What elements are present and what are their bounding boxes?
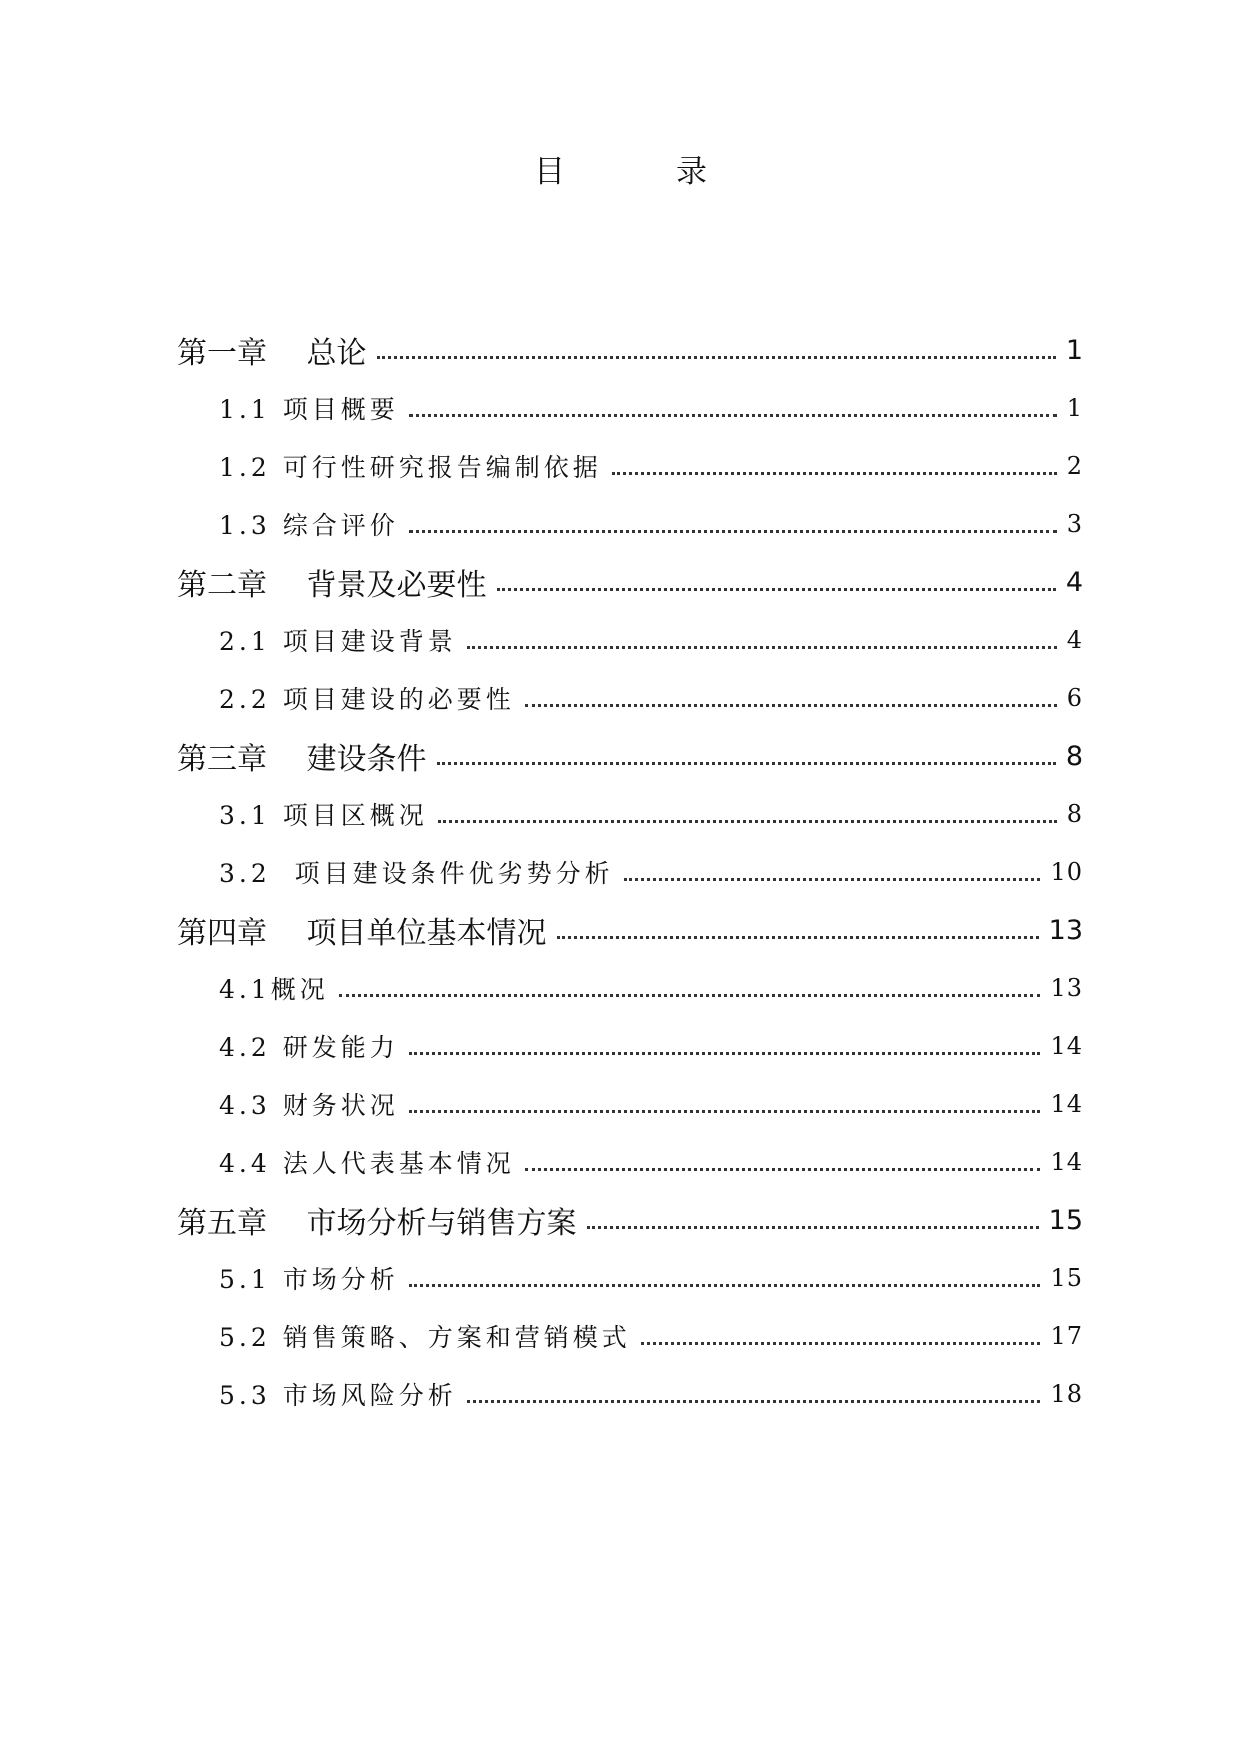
dot-leader (377, 356, 1056, 359)
toc-entry-page: 10 (1050, 858, 1083, 886)
toc-entry-label: 第一章 总论 (177, 336, 367, 371)
toc-entry-page: 14 (1050, 1032, 1083, 1060)
toc-entry-label: 3.2 项目建设条件优劣势分析 (219, 859, 614, 888)
toc-entry-label: 4.2 研发能力 (219, 1033, 399, 1062)
dot-leader (641, 1342, 1041, 1345)
toc-section-5-2[interactable] (177, 1314, 1083, 1358)
toc-section-3-2[interactable] (177, 850, 1083, 894)
toc-entry-label: 5.1 市场分析 (219, 1265, 399, 1294)
toc-section-2-1[interactable] (177, 618, 1083, 662)
toc-section-4-3[interactable] (177, 1082, 1083, 1126)
toc-entry-page: 18 (1050, 1380, 1083, 1408)
toc-section-1-3[interactable] (177, 502, 1083, 546)
toc-entry-label: 4.1概况 (219, 975, 329, 1004)
dot-leader (612, 472, 1057, 475)
dot-leader (497, 588, 1056, 591)
toc-entry-label: 1.2 可行性研究报告编制依据 (219, 453, 602, 482)
toc-entry-page: 4 (1066, 626, 1083, 654)
toc-entry-page: 14 (1050, 1148, 1083, 1176)
toc-section-2-2[interactable] (177, 676, 1083, 720)
toc-entry-page: 8 (1066, 800, 1083, 828)
toc-entry-label: 5.3 市场风险分析 (219, 1381, 457, 1410)
toc-entry-page: 1 (1065, 334, 1083, 366)
dot-leader (467, 646, 1057, 649)
toc-section-1-2[interactable] (177, 444, 1083, 488)
dot-leader (409, 1284, 1041, 1287)
toc-section-5-3[interactable] (177, 1372, 1083, 1416)
dot-leader (587, 1226, 1039, 1229)
toc-section-4-2[interactable] (177, 1024, 1083, 1068)
dot-leader (409, 1052, 1041, 1055)
toc-section-4-1[interactable] (177, 966, 1083, 1010)
dot-leader (525, 704, 1057, 707)
toc-section-1-1[interactable] (177, 386, 1083, 430)
toc-entry-label: 4.4 法人代表基本情况 (219, 1149, 515, 1178)
toc-entry-label: 第二章 背景及必要性 (177, 568, 487, 603)
dot-leader (557, 936, 1039, 939)
dot-leader (409, 414, 1057, 417)
dot-leader (437, 762, 1056, 765)
toc-entry-label: 5.2 销售策略、方案和营销模式 (219, 1323, 631, 1352)
toc-entry-page: 1 (1066, 394, 1083, 422)
toc-chapter-2[interactable] (177, 560, 1083, 604)
toc-section-5-1[interactable] (177, 1256, 1083, 1300)
dot-leader (525, 1168, 1041, 1171)
toc-entry-label: 4.3 财务状况 (219, 1091, 399, 1120)
toc-entry-page: 6 (1066, 684, 1083, 712)
dot-leader (409, 530, 1057, 533)
toc-entry-label: 1.3 综合评价 (219, 511, 399, 540)
toc-entry-page: 14 (1050, 1090, 1083, 1118)
toc-entry-label: 3.1 项目区概况 (219, 801, 428, 830)
toc-entry-label: 1.1 项目概要 (219, 395, 399, 424)
toc-entry-page: 2 (1066, 452, 1083, 480)
dot-leader (467, 1400, 1041, 1403)
toc-entry-page: 3 (1066, 510, 1083, 538)
toc-entry-page: 15 (1050, 1264, 1083, 1292)
dot-leader (624, 878, 1041, 881)
toc-entry-page: 15 (1048, 1204, 1083, 1236)
toc-chapter-5[interactable] (177, 1198, 1083, 1242)
toc-entry-page: 13 (1050, 974, 1083, 1002)
toc-entry-label: 2.2 项目建设的必要性 (219, 685, 515, 714)
toc-entry-page: 4 (1065, 566, 1083, 598)
dot-leader (409, 1110, 1041, 1113)
toc-chapter-3[interactable] (177, 734, 1083, 778)
toc-entry-label: 2.1 项目建设背景 (219, 627, 457, 656)
toc-entry-label: 第五章 市场分析与销售方案 (177, 1206, 577, 1241)
toc-section-3-1[interactable] (177, 792, 1083, 836)
toc-entry-page: 17 (1050, 1322, 1083, 1350)
toc-entry-page: 13 (1048, 914, 1083, 946)
toc-entry-label: 第四章 项目单位基本情况 (177, 916, 547, 951)
dot-leader (339, 994, 1041, 997)
toc-entry-page: 8 (1065, 740, 1083, 772)
toc-entry-label: 第三章 建设条件 (177, 742, 427, 777)
toc-section-4-4[interactable] (177, 1140, 1083, 1184)
toc-chapter-1[interactable] (177, 328, 1083, 372)
page-title: 目 录 (534, 154, 747, 190)
toc-chapter-4[interactable] (177, 908, 1083, 952)
dot-leader (438, 820, 1057, 823)
